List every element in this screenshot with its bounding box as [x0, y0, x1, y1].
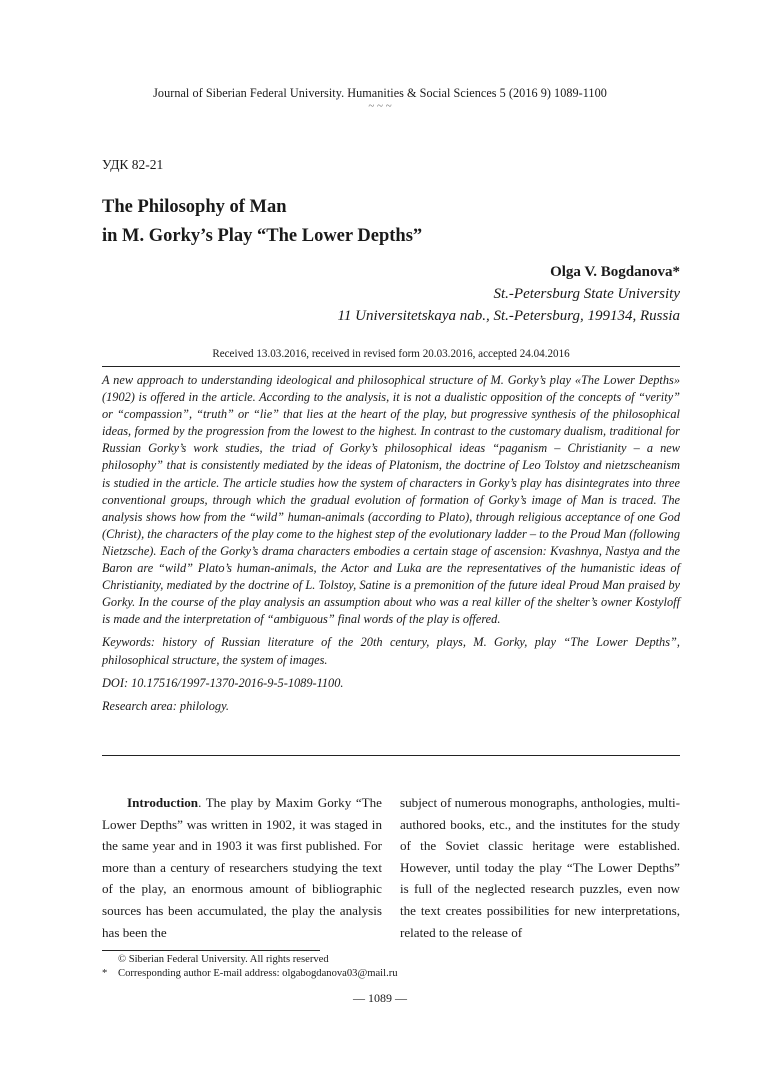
doi: DOI: 10.17516/1997-1370-2016-9-5-1089-1100.	[102, 675, 344, 690]
author-name: Olga V. Bogdanova*	[550, 264, 680, 280]
intro-continuation: subject of numerous monographs, anthologies, multi-authored books, etc., and the institutes for the study of the Soviet classic heritage were established. However, until today the play “The Lower Depths” is full of the neglected research puzzles, even now the text creates possibilities for new interpretations, related to the release of	[400, 795, 680, 940]
received-dates: Received 13.03.2016, received in revised form 20.03.2016, accepted 24.04.2016	[212, 348, 570, 360]
footnote-star: *	[102, 968, 108, 979]
abstract	[102, 372, 680, 715]
abstract-bottom-rule	[102, 755, 680, 756]
author-address: 11 Universitetskaya nab., St.-Petersburg, 199134, Russia	[337, 308, 680, 324]
body-column-right	[400, 792, 680, 943]
header-ornament: ~ ~ ~	[368, 100, 392, 112]
title-line-1: The Philosophy of Man	[102, 197, 287, 217]
body-column-left	[102, 792, 382, 943]
research-area: Research area: philology.	[102, 698, 229, 713]
footnote-copyright: © Siberian Federal University. All rights reserved	[118, 954, 329, 965]
journal-header: Journal of Siberian Federal University. Humanities & Social Sciences 5 (2016 9) 1089-1100	[153, 86, 607, 100]
footnote-rule	[102, 950, 320, 951]
author-block	[338, 261, 680, 327]
footnote-corresponding: Corresponding author E-mail address: olgabogdanova03@mail.ru	[118, 968, 398, 979]
intro-text: . The play by Maxim Gorky “The Lower Depths” was written in 1902, it was staged in the same year and in 1903 it was first published. For more than a century of researchers studying the text of the play, an enormous amount of bibliographic sources has been accumulated, the play the analysis has been the	[102, 795, 382, 940]
page-number: — 1089 —	[353, 991, 407, 1005]
author-affiliation: St.-Petersburg State University	[493, 286, 680, 302]
abstract-top-rule	[102, 366, 680, 367]
article-title	[102, 193, 682, 251]
abstract-text: A new approach to understanding ideological and philosophical structure of M. Gorky’s play «The Lower Depths» (1902) is offered in the article. According to the analysis, it is not a dualistic opposition of the concepts of “verity” or “compassion”, “truth” or “lie” that lies at the heart of the play, but progressive synthesis of the philosophical ideas, formed by the progression from the lowest to the highest. In contrast to the customary dualism, traditional for Russian Gorky’s work studies, the triad of Gorky’s philosophical ideas “paganism – Christianity – a new philosophy” that is consistently mediated by the ideas of Platonism, the doctrine of Leo Tolstoy and nietzscheanism is studied in the article. The article studies how the system of characters in Gorky’s play has disintegrates into three conventional groups, through which the gradual evolution of formation of Gorky’s image of Man is traced. The analysis shows how from the “wild” human-animals (according to Plato), through religious acceptance of one God (Christ), the characters of the play come to the highest step of the evolutionary ladder – to the Proud Man (following Nietzsche). Each of the Gorky’s drama characters embodies a certain stage of ascension: Kvashnya, Nastya and the Baron are “wild” Plato’s human-animals, the Actor and Luka are the representatives of the humanistic ideas of Christianity, mediated by the doctrine of L. Tolstoy, Satine is a premonition of the future ideal Proud Man praised by Gorky. In the course of the play analysis an assumption about who was a real killer of the shelter’s owner Kostyloff is made and the interpretation of “ambiguous” final words of the play is offered.	[102, 373, 680, 627]
intro-paragraph	[102, 792, 382, 943]
intro-heading: Introduction	[127, 795, 199, 810]
udk-code: УДК 82-21	[102, 157, 164, 172]
keywords: Keywords: history of Russian literature of the 20th century, plays, M. Gorky, play “The Lower Depths”, philosophical structure, the system of images.	[102, 635, 680, 667]
title-line-2: in M. Gorky’s Play “The Lower Depths”	[102, 226, 423, 246]
